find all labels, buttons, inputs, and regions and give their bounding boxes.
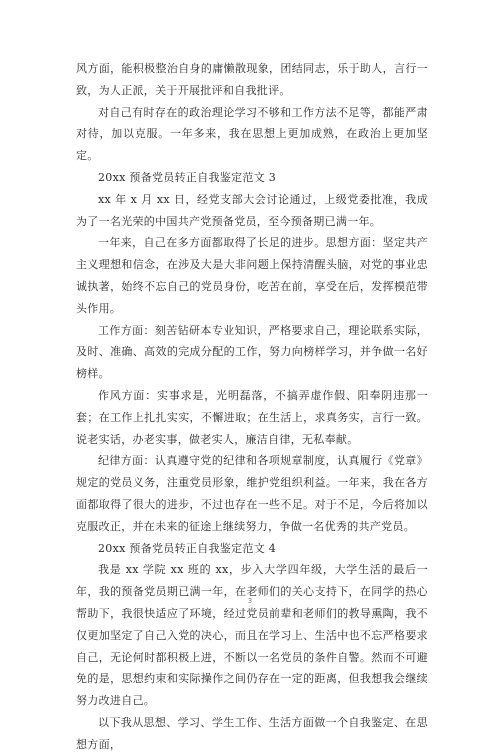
paragraph: 风方面，能积极整治自身的庸懒散现象，团结同志，乐于助人，言行一致，为人正派，关于开展批评和自我批评。: [76, 62, 428, 97]
paragraph: 一年来，自己在多方面都取得了长足的进步。思想方面：坚定共产主义理想和信念，在涉及大是大非问题上保持清醒头脑，对党的事业忠诚执著，始终不忘自己的党员身份，吃苦在前，享受在后，发挥模范带头作用。: [76, 236, 428, 315]
section-heading: 20xx 预备党员转正自我鉴定范文 4: [98, 541, 277, 555]
paragraph: 工作方面：刻苦钻研本专业知识，严格要求自己，理论联系实际，及时、准确、高效的完成分配的工作，努力向榜样学习，并争做一名好榜样。: [76, 323, 428, 381]
document-body: [76, 58, 428, 756]
paragraph: xx 年 x 月 xx 日，经党支部大会讨论通过，上级党委批准，我成为了一名光荣的中国共产党预备党员，至今预备期已满一年。: [76, 192, 428, 228]
paragraph: 我是 xx 学院 xx 班的 xx，步入大学四年级，大学生活的最后一年，我的预备党员期已满一年，在老师们的关心支持下，在同学的热心帮助下，我很快适应了环境，经过党员前辈和老师们的教导熏陶，我不仅更加坚定了自己入党的决心，而且在学习上、生活中也不忘严格要求自己，无论何时都积极上进，不断以一名党员的条件自警。然而不可避免的是，思想约束和实际操作之间仍存在一定的距离，但我想我会继续努力改进自己。: [76, 563, 428, 708]
paragraph: 对自己有时存在的政治理论学习不够和工作方法不足等，都能严肃对待，加以克服。一年多来，我在思想上更加成熟，在政治上更加坚定。: [76, 105, 428, 163]
paragraph: 纪律方面：认真遵守党的纪律和各项规章制度，认真履行《党章》规定的党员义务，注重党员形象，维护党组织利益。一年来，我在各方面都取得了很大的进步，不过也存在一些不足。对于不足，今后将加以克服改正，并在未来的征途上继续努力，争做一名优秀的共产党员。: [76, 454, 428, 533]
section-heading: 20xx 预备党员转正自我鉴定范文 3: [98, 170, 277, 184]
paragraph: 作风方面：实事求是，光明磊落，不搞弄虚作假、阳奉阴违那一套；在工作上扎扎实实，不懈进取；在生活上，求真务实，言行一致。说老实话，办老实事，做老实人，廉洁自律，无私奉献。: [76, 388, 428, 446]
paragraph: 以下我从思想、学习、学生工作、生活方面做一个自我鉴定、在思想方面，: [76, 715, 428, 751]
page-number: 3: [247, 597, 253, 605]
